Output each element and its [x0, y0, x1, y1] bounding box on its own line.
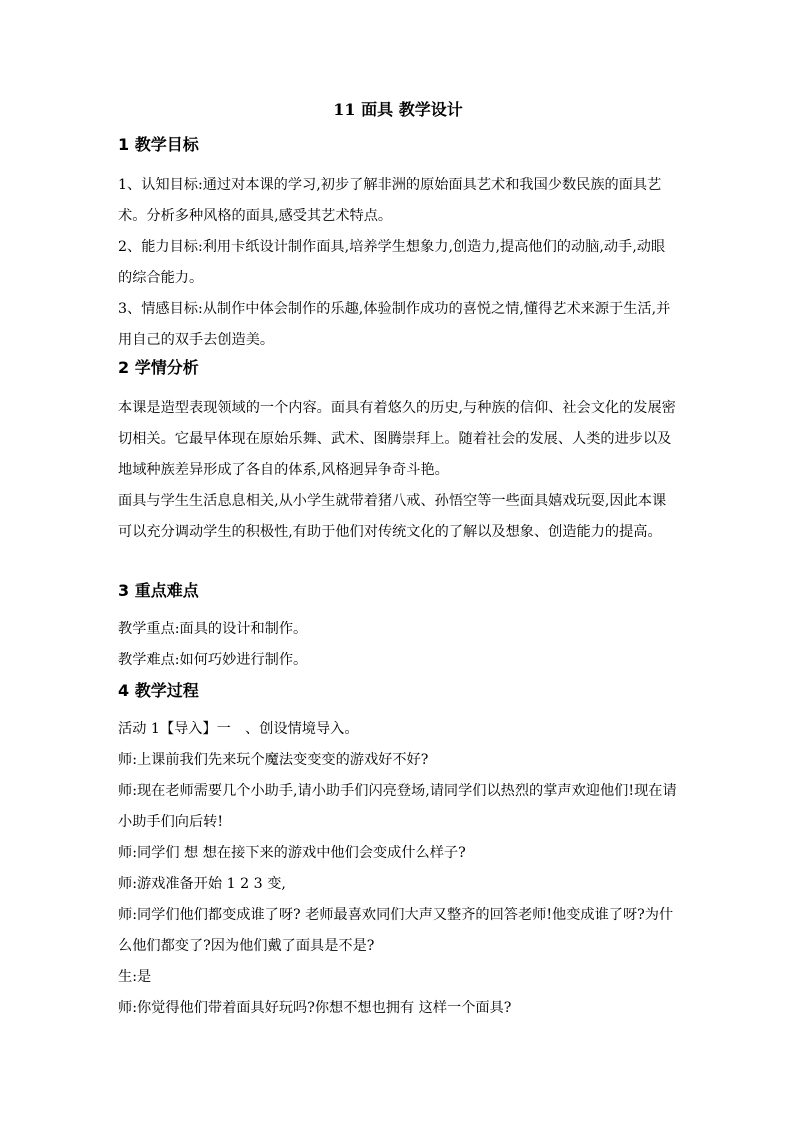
- document-title: 11 面具 教学设计: [333, 100, 463, 119]
- section-heading-objectives: 1 教学目标: [118, 135, 199, 154]
- section-heading-process: 4 教学过程: [118, 681, 199, 700]
- paragraph-ability-goal: 2、能力目标:利用卡纸设计制作面具,培养学生想象力,创造力,提高他们的动脑,动手,动眼的综合能力。: [118, 239, 666, 286]
- paragraph-emotion-goal: 3、情感目标:从制作中体会制作的乐趣,体验制作成功的喜悦之情,懂得艺术来源于生活,并用自己的双手去创造美。: [118, 301, 671, 348]
- paragraph-student-line: 生:是: [118, 969, 152, 985]
- paragraph-activity-1: 活动 1【导入】一 、创设情境导入。: [118, 721, 359, 737]
- paragraph-analysis-1: 本课是造型表现领域的一个内容。面具有着悠久的历史,与种族的信仰、社会文化的发展密切相关。它最早体现在原始乐舞、武术、图腾崇拜上。随着社会的发展、人类的进步以及地域种族差异形成了各自的体系,风格迥异争奇斗艳。: [118, 400, 676, 478]
- paragraph-teacher-line-2: 师:现在老师需要几个小助手,请小助手们闪亮登场,请同学们以热烈的掌声欢迎他们!现在请小助手们向后转!: [118, 783, 677, 830]
- paragraph-teacher-line-1: 师:上课前我们先来玩个魔法变变变的游戏好不好?: [118, 752, 429, 768]
- paragraph-analysis-2: 面具与学生生活息息相关,从小学生就带着猪八戒、孙悟空等一些面具嬉戏玩耍,因此本课可以充分调动学生的积极性,有助于他们对传统文化的了解以及想象、创造能力的提高。: [118, 493, 667, 540]
- paragraph-cognitive-goal: 1、认知目标:通过对本课的学习,初步了解非洲的原始面具艺术和我国少数民族的面具艺术。分析多种风格的面具,感受其艺术特点。: [118, 177, 662, 224]
- section-heading-analysis: 2 学情分析: [118, 358, 199, 377]
- paragraph-teacher-line-6: 师:你觉得他们带着面具好玩吗?你想不想也拥有 这样一个面具?: [118, 1000, 512, 1016]
- paragraph-teacher-line-4: 师:游戏准备开始 1 2 3 变,: [118, 876, 286, 892]
- section-heading-key-points: 3 重点难点: [118, 581, 199, 600]
- paragraph-teacher-line-3: 师:同学们 想 想在接下来的游戏中他们会变成什么样子?: [118, 845, 466, 861]
- paragraph-key-point: 教学重点:面具的设计和制作。: [118, 621, 308, 637]
- paragraph-teacher-line-5: 师:同学们他们都变成谁了呀? 老师最喜欢同们大声又整齐的回答老师!他变成谁了呀?为什么他们都变了?因为他们戴了面具是不是?: [118, 907, 674, 954]
- paragraph-difficult-point: 教学难点:如何巧妙进行制作。: [118, 652, 308, 668]
